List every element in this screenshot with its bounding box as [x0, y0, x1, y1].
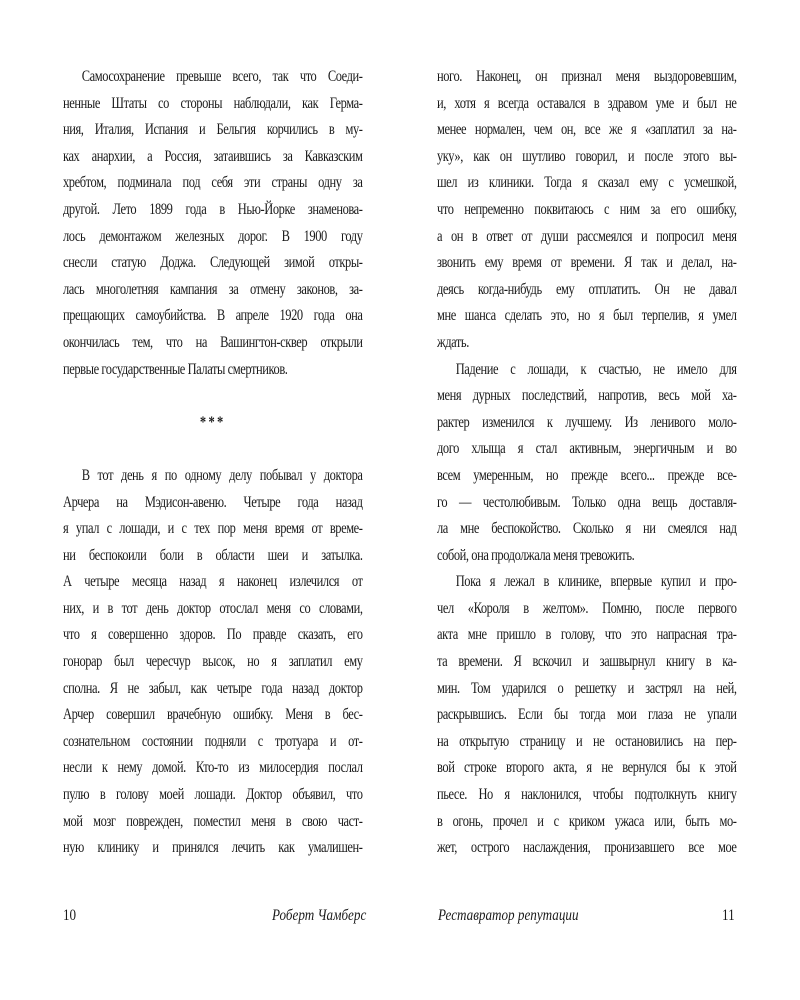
text-line: мне шанса сделать это, но я был терпелив, я умел: [437, 307, 737, 325]
text-line: Пока я лежал в клинике, впервые купил и про-: [455, 573, 737, 591]
running-head-author: Роберт Чамберс: [272, 907, 367, 924]
text-line: чел «Короля в желтом». Помню, после первого: [437, 599, 737, 617]
text-line: ках анархии, а Россия, затаившись за Кавказским: [63, 147, 363, 165]
text-line: пьесе. Но я наклонился, чтобы подтолкнуть книгу: [437, 786, 737, 804]
text-line: собой, она продолжала меня тревожить.: [437, 546, 635, 564]
text-line: а он в ответ от души рассмеялся и попросил меня: [437, 227, 737, 245]
text-line: них, и в тот день доктор отослал меня со словами,: [63, 599, 363, 617]
text-line: раскрывшись. Если бы тогда мои глаза не упали: [437, 706, 737, 724]
text-line: всем умеренным, но прежде всего... прежде все-: [437, 466, 737, 484]
text-line: меня дурных последствий, напротив, весь мой ха-: [437, 387, 737, 405]
text-line: Арчер совершил врачебную ошибку. Меня в бес-: [63, 706, 363, 724]
paragraph: [437, 357, 737, 570]
text-line: рактер изменился к лучшему. Из ленивого моло-: [437, 413, 737, 431]
text-line: ни беспокоили боли в области шеи и затылка.: [63, 546, 363, 564]
text-line: несли к нему домой. Кто-то из милосердия послал: [63, 759, 363, 777]
paragraph: [63, 64, 363, 383]
text-line: что я совершенно здоров. По правде сказать, его: [63, 626, 363, 644]
text-line: лось демонтажом железных дорог. В 1900 году: [63, 227, 363, 245]
text-line: акта мне пришло в голову, что это напрасная тра-: [437, 626, 737, 644]
page-number-left: 10: [63, 907, 77, 924]
text-line: на открытую страницу и не остановились на пер-: [437, 732, 737, 750]
text-line: жет, острого наслаждения, пронизавшего все мое: [437, 839, 737, 857]
paragraph: [437, 569, 737, 862]
text-line: В тот день я по одному делу побывал у доктора: [81, 466, 363, 484]
spacer: [63, 383, 363, 410]
text-line: что непременно поквитаюсь с ним за его ошибку,: [437, 200, 737, 218]
text-line: гонорар был чересчур высок, но я заплатил ему: [63, 653, 363, 671]
text-line: другой. Лето 1899 года в Нью-Йорке знаменова-: [63, 200, 363, 218]
text-line: лась многолетняя кампания за отмену законов, за-: [63, 280, 363, 298]
text-line: вой строке второго акта, я не вернулся бы к этой: [437, 759, 737, 777]
text-line: ждать.: [437, 333, 469, 351]
text-line: ненные Штаты со стороны наблюдали, как Герма-: [63, 94, 363, 112]
text-line: пулю в голову моей лошади. Доктор объявил, что: [63, 786, 363, 804]
text-line: сполна. Я не забыл, как четыре года назад доктор: [63, 679, 363, 697]
text-line: Самосохранение превыше всего, так что Соеди-: [81, 68, 363, 85]
text-line: А четыре месяца назад я наконец излечился от: [63, 573, 363, 591]
text-line: снесли статую Доджа. Следующей зимой откры-: [63, 254, 363, 272]
text-line: менее нормален, чем он, все же я «заплатил за на-: [437, 121, 737, 139]
text-line: звонить ему время от времени. Я так и делал, на-: [437, 254, 737, 272]
text-line: хребтом, подминала под себя эти страны одну за: [63, 174, 363, 192]
spacer: [63, 436, 363, 463]
text-line: мин. Том ударился о решетку и застрял на ней,: [437, 679, 737, 697]
paragraph: [63, 463, 363, 862]
section-separator: ***: [199, 413, 226, 431]
text-line: мой мозг поврежден, поместил меня в свою част-: [63, 812, 363, 830]
left-page: [63, 64, 363, 862]
text-line: ную клинику и принялся лечить как умалишен-: [63, 839, 363, 857]
text-line: та времени. Я вскочил и зашвырнул книгу в ка-: [437, 653, 737, 671]
text-line: окончилась тем, что на Вашингтон-сквер открыли: [63, 333, 363, 351]
text-line: шел из клиники. Тогда я сказал ему с усмешкой,: [437, 174, 737, 192]
text-line: первые государственные Палаты смертников.: [63, 360, 288, 378]
right-page: [437, 64, 737, 862]
paragraph: [437, 64, 737, 357]
text-line: деясь когда-нибудь ему отплатить. Он не давал: [437, 280, 737, 298]
text-line: дого хлыща я стал активным, энергичным и во: [437, 440, 737, 458]
text-line: ния, Италия, Испания и Бельгия корчились в му-: [63, 121, 363, 139]
text-line: в огонь, прочел и с криком ужаса или, быть мо-: [437, 812, 737, 830]
text-line: Падение с лошади, к счастью, не имело для: [455, 360, 737, 378]
text-line: прещающих самоубийства. В апреле 1920 года она: [63, 307, 363, 325]
text-line: го — честолюбивым. Только одна вещь доставля-: [437, 493, 737, 511]
running-head-title: Реставратор репутации: [438, 907, 579, 924]
page-number-right: 11: [722, 907, 735, 924]
text-line: ла мне беспокойство. Сколько я ни смеялся над: [437, 520, 737, 538]
text-line: и, хотя я всегда оставался в здравом уме и был не: [437, 94, 737, 112]
text-line: я упал с лошади, и с тех пор меня время от време-: [63, 520, 363, 538]
text-line: уку», как он шутливо говорил, и после этого вы-: [437, 147, 737, 165]
text-line: сознательном состоянии подняли с тротуара и от-: [63, 732, 363, 750]
text-line: Арчера на Мэдисон-авеню. Четыре года назад: [63, 493, 363, 511]
text-line: ного. Наконец, он признал меня выздоровевшим,: [437, 68, 737, 85]
